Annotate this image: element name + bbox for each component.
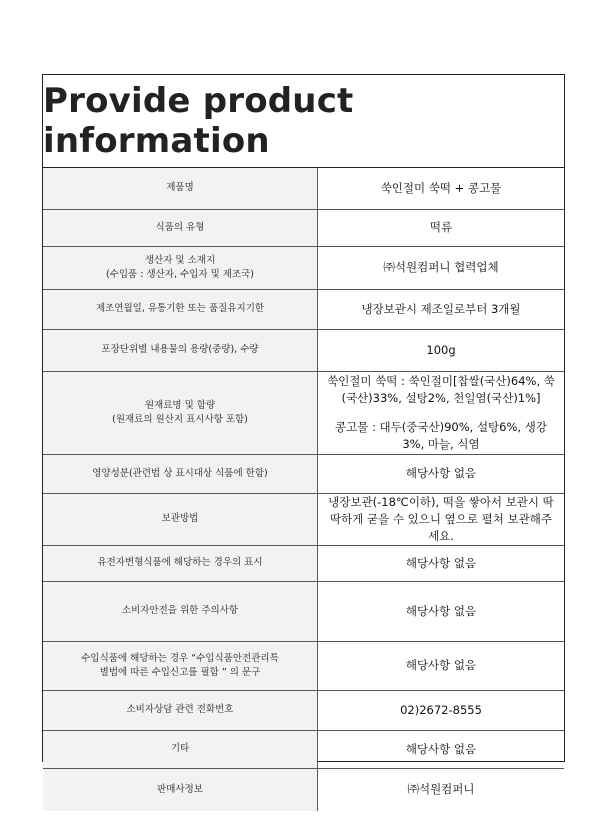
row-label-line: (원재료의 원산지 표시사항 포함) xyxy=(112,413,248,425)
table-row xyxy=(43,641,564,690)
row-label-line: 별법에 따른 수입신고를 필함 ” 의 문구 xyxy=(99,666,261,678)
row-label: 소비자안전을 위한 주의사항 xyxy=(43,581,318,641)
row-value: 해당사항 없음 xyxy=(318,581,565,641)
table-row xyxy=(43,289,564,329)
row-value: 냉장보관시 제조일로부터 3개월 xyxy=(318,289,565,329)
row-label-line: 생산자 및 소재지 xyxy=(144,254,216,266)
row-label: 영양성분(관련법 상 표시대상 식품에 한함) xyxy=(43,454,318,493)
table-row xyxy=(43,545,564,581)
table-row xyxy=(43,493,564,545)
row-value: 해당사항 없음 xyxy=(318,641,565,690)
row-value: 해당사항 없음 xyxy=(318,454,565,493)
row-value: ㈜석원컴퍼니 xyxy=(407,782,475,797)
row-label-line: 수입식품에 해당하는 경우 “수입식품안전관리특 xyxy=(81,652,279,664)
row-label xyxy=(43,246,318,289)
row-label: 포장단위별 내용물의 용량(중량), 수량 xyxy=(43,329,318,371)
ingredients-text: 쑥인절미 쑥떡 : 쑥인절미[찹쌀(국산)64%, 쑥(국산)33%, 설탕2%, 천일염(국산)1%] xyxy=(327,373,555,405)
row-value: 떡류 xyxy=(318,209,565,246)
table-row xyxy=(43,168,564,209)
title-banner xyxy=(43,75,564,168)
table-row xyxy=(43,730,564,768)
row-label xyxy=(43,641,318,690)
table-row xyxy=(43,690,564,730)
row-value: 해당사항 없음 xyxy=(318,730,565,768)
table-row xyxy=(43,371,564,454)
row-label: 소비자상담 관련 전화번호 xyxy=(43,690,318,730)
row-value: 100g xyxy=(318,329,565,371)
table-row xyxy=(43,329,564,371)
row-label: 기타 xyxy=(43,730,318,768)
row-value: 쑥인절미 쑥떡 + 콩고물 xyxy=(318,168,565,209)
row-label: 유전자변형식품에 해당하는 경우의 표시 xyxy=(43,545,318,581)
ingredients-text: 콩고물 : 대두(중국산)90%, 설탕6%, 생강3%, 마늘, 식염 xyxy=(335,419,547,451)
row-value xyxy=(318,371,565,454)
row-label xyxy=(43,371,318,454)
table-row xyxy=(43,581,564,641)
row-value: 02)2672-8555 xyxy=(318,690,565,730)
row-value: ㈜석원컴퍼니 협력업체 xyxy=(318,246,565,289)
row-value: 해당사항 없음 xyxy=(318,545,565,581)
table-row xyxy=(43,768,564,811)
product-info-table xyxy=(43,168,564,811)
page-title: Provide product information xyxy=(43,81,354,161)
table-row xyxy=(43,209,564,246)
row-label: 제품명 xyxy=(43,168,318,209)
table-row xyxy=(43,246,564,289)
row-label: 판매사정보 xyxy=(43,768,318,811)
row-label-line: 원재료명 및 함량 xyxy=(144,399,216,411)
row-label-line: (수입품 : 생산자, 수입자 및 제조국) xyxy=(105,268,255,280)
product-info-sheet xyxy=(42,74,565,797)
row-value: 냉장보관(-18℃이하), 떡을 쌓아서 보관시 딱딱하게 굳을 수 있으니 옆으로 펼쳐 보관해주세요. xyxy=(318,493,565,545)
row-label: 제조연월일, 유통기한 또는 품질유지기한 xyxy=(43,289,318,329)
row-label: 식품의 유형 xyxy=(43,209,318,246)
row-label: 보관방법 xyxy=(43,493,318,545)
table-row xyxy=(43,454,564,493)
